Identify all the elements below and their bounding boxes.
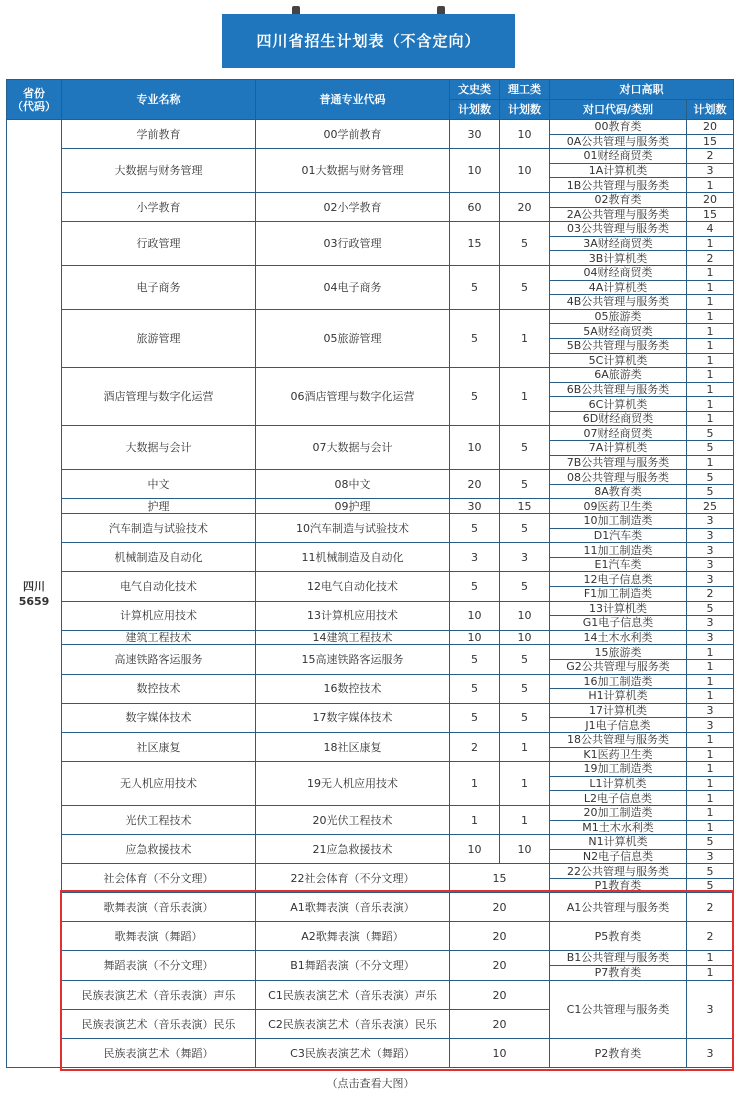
- duikou-plan: 3: [687, 718, 734, 733]
- duikou-plan: 2: [687, 922, 734, 951]
- duikou-code: 4A计算机类: [550, 280, 687, 295]
- duikou-code: E1汽车类: [550, 557, 687, 572]
- duikou-plan: 1: [687, 805, 734, 820]
- major-name: 中文: [62, 470, 256, 499]
- duikou-plan: 1: [687, 178, 734, 193]
- duikou-plan: 1: [687, 353, 734, 368]
- table-row: [7, 499, 734, 514]
- plan-li: 5: [500, 572, 550, 601]
- table-row: [7, 645, 734, 660]
- table-row: [7, 543, 734, 558]
- plan-table: [6, 79, 734, 1068]
- plan-wen: 5: [450, 265, 500, 309]
- major-code: 11机械制造及自动化: [256, 543, 450, 572]
- major-code: A2歌舞表演（舞蹈）: [256, 922, 450, 951]
- major-code: 16数控技术: [256, 674, 450, 703]
- duikou-code: 17计算机类: [550, 703, 687, 718]
- major-name: 建筑工程技术: [62, 630, 256, 645]
- province-name: 四川: [23, 579, 45, 593]
- plan-wen: 5: [450, 514, 500, 543]
- duikou-code: L2电子信息类: [550, 791, 687, 806]
- table-row: [7, 572, 734, 587]
- duikou-code: A1公共管理与服务类: [550, 893, 687, 922]
- duikou-plan: 5: [687, 878, 734, 893]
- table-row: [7, 601, 734, 616]
- duikou-code: M1土木水利类: [550, 820, 687, 835]
- plan-wen: 15: [450, 222, 500, 266]
- duikou-code: 04财经商贸类: [550, 265, 687, 280]
- major-code: 12电气自动化技术: [256, 572, 450, 601]
- duikou-plan: 3: [687, 543, 734, 558]
- major-name: 大数据与财务管理: [62, 149, 256, 193]
- duikou-plan: 25: [687, 499, 734, 514]
- duikou-plan: 20: [687, 120, 734, 135]
- table-row: [7, 265, 734, 280]
- major-name: 小学教育: [62, 192, 256, 221]
- table-row: [7, 805, 734, 820]
- plan-li: 5: [500, 426, 550, 470]
- duikou-code: 15旅游类: [550, 645, 687, 660]
- duikou-plan: 1: [687, 280, 734, 295]
- plan-li: 1: [500, 762, 550, 806]
- page-title: 四川省招生计划表（不含定向）: [222, 14, 515, 68]
- duikou-code: 20加工制造类: [550, 805, 687, 820]
- header-major-name: 专业名称: [62, 80, 256, 120]
- header-plan-duikou: 计划数: [687, 100, 734, 120]
- duikou-code: 1A计算机类: [550, 163, 687, 178]
- duikou-plan: 1: [687, 776, 734, 791]
- plan-li: 10: [500, 120, 550, 149]
- duikou-plan: 2: [687, 251, 734, 266]
- major-name: 计算机应用技术: [62, 601, 256, 630]
- duikou-plan: 3: [687, 849, 734, 864]
- duikou-code: B1公共管理与服务类: [550, 951, 686, 966]
- duikou-code: 03公共管理与服务类: [550, 222, 687, 237]
- major-code: 00学前教育: [256, 120, 450, 149]
- duikou-plan: 1: [687, 689, 734, 704]
- duikou-code: 4B公共管理与服务类: [550, 295, 687, 310]
- major-name: 社区康复: [62, 732, 256, 761]
- plan-wen: 30: [450, 499, 500, 514]
- plan-combined: 20: [450, 981, 550, 1010]
- major-code: C3民族表演艺术（舞蹈）: [256, 1039, 450, 1068]
- major-code: A1歌舞表演（音乐表演）: [256, 893, 450, 922]
- duikou-plan: 2: [687, 149, 734, 164]
- duikou-plan: 3: [687, 528, 734, 543]
- duikou-plan: 1: [687, 820, 734, 835]
- plan-wen: 20: [450, 470, 500, 499]
- plan-li: 15: [500, 499, 550, 514]
- major-name: 汽车制造与试验技术: [62, 514, 256, 543]
- table-row: [7, 368, 734, 383]
- duikou-plan: 1: [687, 455, 734, 470]
- header-plan-li: 计划数: [500, 100, 550, 120]
- plan-wen: 5: [450, 645, 500, 674]
- plan-wen: 5: [450, 309, 500, 367]
- major-code: 08中文: [256, 470, 450, 499]
- plan-combined: 20: [450, 922, 550, 951]
- plan-li: 10: [500, 149, 550, 193]
- duikou-plan: 3: [687, 557, 734, 572]
- plan-li: 20: [500, 192, 550, 221]
- duikou-code: K1医药卫生类: [550, 747, 687, 762]
- plan-combined: 15: [450, 864, 550, 893]
- duikou-plan: 1: [687, 645, 734, 660]
- duikou-code: P5教育类: [550, 922, 687, 951]
- major-code: 04电子商务: [256, 265, 450, 309]
- plan-li: 5: [500, 470, 550, 499]
- plan-wen: 10: [450, 601, 500, 630]
- major-code: 06酒店管理与数字化运营: [256, 368, 450, 426]
- duikou-plan: 5: [687, 470, 734, 485]
- table-row: [7, 120, 734, 135]
- duikou-plan: 1: [687, 674, 734, 689]
- duikou-plan: 15: [687, 134, 734, 149]
- duikou-plan: 1: [687, 397, 734, 412]
- plan-wen: 2: [450, 732, 500, 761]
- major-code: 19无人机应用技术: [256, 762, 450, 806]
- plan-wen: 5: [450, 572, 500, 601]
- view-large-link[interactable]: （点击查看大图）: [326, 1077, 415, 1090]
- duikou-plan: 4: [687, 222, 734, 237]
- major-name: 数字媒体技术: [62, 703, 256, 732]
- table-row: [7, 922, 734, 951]
- major-name: 酒店管理与数字化运营: [62, 368, 256, 426]
- table-row: [7, 470, 734, 485]
- duikou-code: 3B计算机类: [550, 251, 687, 266]
- major-code: 21应急救援技术: [256, 835, 450, 864]
- table-row: [7, 222, 734, 237]
- plan-wen: 10: [450, 426, 500, 470]
- plan-li: 1: [500, 309, 550, 367]
- table-row: [7, 864, 734, 879]
- major-name: 歌舞表演（音乐表演）: [62, 893, 256, 922]
- table-row: [7, 762, 734, 777]
- duikou-plan: 5: [687, 864, 734, 879]
- major-name: 民族表演艺术（音乐表演）民乐: [62, 1010, 256, 1039]
- duikou-code: J1电子信息类: [550, 718, 687, 733]
- duikou-plan: 5: [687, 441, 734, 456]
- plan-wen: 5: [450, 368, 500, 426]
- plan-combined: 20: [450, 951, 550, 981]
- major-name: 机械制造及自动化: [62, 543, 256, 572]
- table-row: [7, 732, 734, 747]
- plan-wen: 1: [450, 762, 500, 806]
- duikou-code: 7A计算机类: [550, 441, 687, 456]
- duikou-plan: 1: [687, 762, 734, 777]
- major-code: 07大数据与会计: [256, 426, 450, 470]
- duikou-code: P2教育类: [550, 1039, 687, 1068]
- duikou-plan-split: [687, 951, 734, 981]
- duikou-code: 6A旅游类: [550, 368, 687, 383]
- plan-wen: 60: [450, 192, 500, 221]
- duikou-plan: 1: [687, 791, 734, 806]
- plan-li: 1: [500, 368, 550, 426]
- plan-li: 5: [500, 514, 550, 543]
- duikou-code: 8A教育类: [550, 484, 687, 499]
- major-code: 22社会体育（不分文理）: [256, 864, 450, 893]
- duikou-code-split: [550, 951, 687, 981]
- duikou-plan: 1: [687, 732, 734, 747]
- duikou-code: 7B公共管理与服务类: [550, 455, 687, 470]
- duikou-plan: 5: [687, 601, 734, 616]
- major-name: 数控技术: [62, 674, 256, 703]
- duikou-code: 12电子信息类: [550, 572, 687, 587]
- table-row: [7, 630, 734, 645]
- table-row: [7, 1039, 734, 1068]
- duikou-code: 5A财经商贸类: [550, 324, 687, 339]
- duikou-plan: 3: [687, 163, 734, 178]
- duikou-plan: 1: [687, 368, 734, 383]
- duikou-plan: 1: [687, 295, 734, 310]
- duikou-plan: 3: [687, 514, 734, 529]
- duikou-plan: 3: [687, 572, 734, 587]
- table-body: [7, 120, 734, 1068]
- plan-li: 10: [500, 630, 550, 645]
- major-code: 09护理: [256, 499, 450, 514]
- duikou-code: 0A公共管理与服务类: [550, 134, 687, 149]
- duikou-plan: 5: [687, 426, 734, 441]
- major-name: 舞蹈表演（不分文理）: [62, 951, 256, 981]
- major-name: 应急救援技术: [62, 835, 256, 864]
- header-duikou: 对口高职: [550, 80, 734, 100]
- duikou-plan: 1: [687, 951, 733, 966]
- header-duikou-code: 对口代码/类别: [550, 100, 687, 120]
- table-row: [7, 893, 734, 922]
- duikou-plan: 3: [687, 1039, 734, 1068]
- duikou-plan: 2: [687, 587, 734, 602]
- plan-li: 1: [500, 805, 550, 834]
- duikou-code: 02教育类: [550, 192, 687, 207]
- major-code: B1舞蹈表演（不分文理）: [256, 951, 450, 981]
- duikou-code: 05旅游类: [550, 309, 687, 324]
- duikou-plan: 1: [687, 265, 734, 280]
- major-name: 光伏工程技术: [62, 805, 256, 834]
- plan-combined: 20: [450, 1010, 550, 1039]
- major-code: 15高速铁路客运服务: [256, 645, 450, 674]
- table-row: [7, 981, 734, 1010]
- duikou-code: 13计算机类: [550, 601, 687, 616]
- header-ligong: 理工类: [500, 80, 550, 100]
- duikou-code: P7教育类: [594, 966, 642, 980]
- plan-li: 5: [500, 645, 550, 674]
- plan-wen: 30: [450, 120, 500, 149]
- duikou-plan: 1: [687, 309, 734, 324]
- header-major-code: 普通专业代码: [256, 80, 450, 120]
- duikou-plan: 15: [687, 207, 734, 222]
- duikou-code: 6C计算机类: [550, 397, 687, 412]
- duikou-plan: 1: [687, 324, 734, 339]
- duikou-code: P1教育类: [550, 878, 687, 893]
- major-code: C2民族表演艺术（音乐表演）民乐: [256, 1010, 450, 1039]
- table-row: [7, 149, 734, 164]
- plan-wen: 10: [450, 835, 500, 864]
- duikou-plan: 3: [687, 981, 734, 1039]
- duikou-code: D1汽车类: [550, 528, 687, 543]
- major-code: 18社区康复: [256, 732, 450, 761]
- duikou-plan: 3: [687, 703, 734, 718]
- duikou-plan: 5: [687, 484, 734, 499]
- major-code: 05旅游管理: [256, 309, 450, 367]
- plan-li: 5: [500, 674, 550, 703]
- duikou-code: 1B公共管理与服务类: [550, 178, 687, 193]
- table-row: [7, 835, 734, 850]
- table-row: [7, 514, 734, 529]
- duikou-code: 00教育类: [550, 120, 687, 135]
- table-row: [7, 674, 734, 689]
- duikou-plan: 5: [687, 835, 734, 850]
- major-name: 社会体育（不分文理）: [62, 864, 256, 893]
- plan-wen: 5: [450, 674, 500, 703]
- province-cell: [7, 120, 62, 1068]
- major-name: 电子商务: [62, 265, 256, 309]
- duikou-code: C1公共管理与服务类: [550, 981, 687, 1039]
- duikou-code: N2电子信息类: [550, 849, 687, 864]
- duikou-plan: 1: [687, 659, 734, 674]
- table-row: [7, 192, 734, 207]
- major-name: 民族表演艺术（音乐表演）声乐: [62, 981, 256, 1010]
- major-code: 20光伏工程技术: [256, 805, 450, 834]
- header-province: 省份 （代码）: [7, 80, 62, 120]
- duikou-code: G2公共管理与服务类: [550, 659, 687, 674]
- province-code: 5659: [18, 594, 50, 608]
- major-code: 03行政管理: [256, 222, 450, 266]
- duikou-plan: 1: [687, 747, 734, 762]
- duikou-code: 07财经商贸类: [550, 426, 687, 441]
- major-code: C1民族表演艺术（音乐表演）声乐: [256, 981, 450, 1010]
- duikou-code: 01财经商贸类: [550, 149, 687, 164]
- duikou-code: 22公共管理与服务类: [550, 864, 687, 879]
- duikou-code: 5B公共管理与服务类: [550, 338, 687, 353]
- duikou-plan: 1: [687, 382, 734, 397]
- duikou-plan: 1: [687, 338, 734, 353]
- major-name: 行政管理: [62, 222, 256, 266]
- plan-li: 10: [500, 601, 550, 630]
- duikou-code: F1加工制造类: [550, 587, 687, 602]
- major-name: 民族表演艺术（舞蹈）: [62, 1039, 256, 1068]
- major-name: 大数据与会计: [62, 426, 256, 470]
- duikou-code: L1计算机类: [550, 776, 687, 791]
- duikou-plan: 2: [687, 893, 734, 922]
- table-row: [7, 309, 734, 324]
- plan-wen: 3: [450, 543, 500, 572]
- plan-wen: 1: [450, 805, 500, 834]
- duikou-code: 10加工制造类: [550, 514, 687, 529]
- major-name: 无人机应用技术: [62, 762, 256, 806]
- duikou-code: 11加工制造类: [550, 543, 687, 558]
- duikou-code: 08公共管理与服务类: [550, 470, 687, 485]
- duikou-code: G1电子信息类: [550, 616, 687, 631]
- plan-wen: 10: [450, 630, 500, 645]
- header-wenshi: 文史类: [450, 80, 500, 100]
- duikou-plan: 1: [706, 966, 714, 980]
- duikou-code: 14土木水利类: [550, 630, 687, 645]
- duikou-plan: 1: [687, 236, 734, 251]
- duikou-code: N1计算机类: [550, 835, 687, 850]
- plan-li: 5: [500, 265, 550, 309]
- duikou-code: 18公共管理与服务类: [550, 732, 687, 747]
- table-row: [7, 426, 734, 441]
- duikou-code: 19加工制造类: [550, 762, 687, 777]
- duikou-plan: 3: [687, 630, 734, 645]
- major-name: 旅游管理: [62, 309, 256, 367]
- duikou-code: 3A财经商贸类: [550, 236, 687, 251]
- plan-li: 3: [500, 543, 550, 572]
- major-code: 14建筑工程技术: [256, 630, 450, 645]
- plan-wen: 10: [450, 149, 500, 193]
- major-name: 电气自动化技术: [62, 572, 256, 601]
- header-plan-wen: 计划数: [450, 100, 500, 120]
- duikou-code: 6B公共管理与服务类: [550, 382, 687, 397]
- plan-combined: 20: [450, 893, 550, 922]
- major-name: 学前教育: [62, 120, 256, 149]
- duikou-code: 16加工制造类: [550, 674, 687, 689]
- major-name: 高速铁路客运服务: [62, 645, 256, 674]
- duikou-code: 6D财经商贸类: [550, 411, 687, 426]
- major-code: 02小学教育: [256, 192, 450, 221]
- major-code: 10汽车制造与试验技术: [256, 514, 450, 543]
- major-name: 歌舞表演（舞蹈）: [62, 922, 256, 951]
- major-code: 01大数据与财务管理: [256, 149, 450, 193]
- plan-wen: 5: [450, 703, 500, 732]
- table-row: [7, 951, 734, 981]
- duikou-code: 09医药卫生类: [550, 499, 687, 514]
- major-code: 17数字媒体技术: [256, 703, 450, 732]
- major-name: 护理: [62, 499, 256, 514]
- duikou-code: H1计算机类: [550, 689, 687, 704]
- plan-li: 10: [500, 835, 550, 864]
- plan-li: 5: [500, 703, 550, 732]
- duikou-plan: 20: [687, 192, 734, 207]
- plan-li: 1: [500, 732, 550, 761]
- plan-combined: 10: [450, 1039, 550, 1068]
- plan-li: 5: [500, 222, 550, 266]
- duikou-plan: 3: [687, 616, 734, 631]
- duikou-code: 5C计算机类: [550, 353, 687, 368]
- title-banner: [222, 6, 515, 68]
- duikou-plan: 1: [687, 411, 734, 426]
- major-code: 13计算机应用技术: [256, 601, 450, 630]
- table-row: [7, 703, 734, 718]
- duikou-code: 2A公共管理与服务类: [550, 207, 687, 222]
